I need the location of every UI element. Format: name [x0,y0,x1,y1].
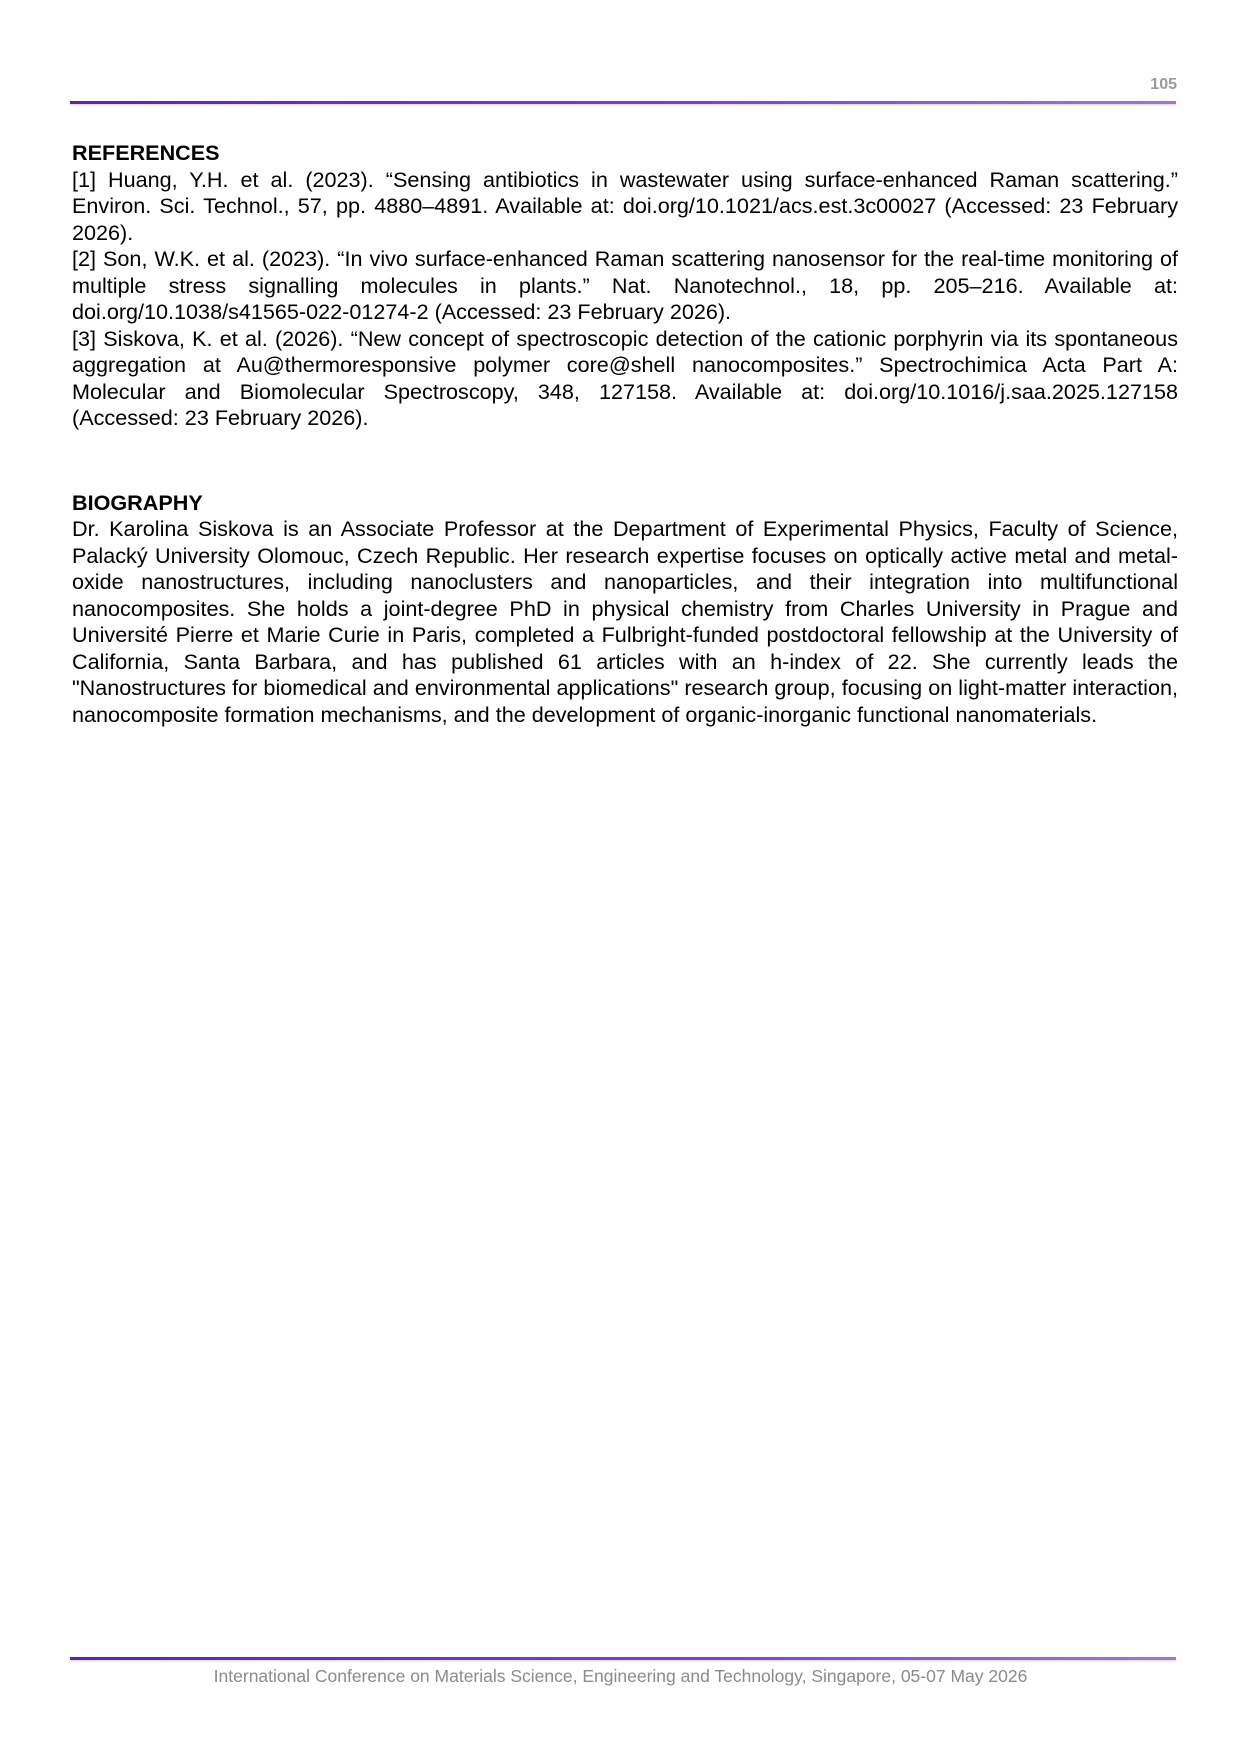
page-number: 105 [1150,76,1177,93]
header-divider [70,101,1176,104]
biography-section [72,490,1178,729]
main-content [72,140,1178,728]
footer-divider [70,1657,1176,1660]
references-heading: REFERENCES [72,140,220,165]
reference-item-2: [2] Son, W.K. et al. (2023). “In vivo surface-enhanced Raman scattering nanosensor for the real-time monitoring of multiple stress signalling molecules in plants.” Nat. Nanotechnol., 18, pp. 205–216. Available at: doi.org/10.1038/s41565-022-01274-2 (Accessed: 23 February 2026). [72,246,1178,324]
biography-text: Dr. Karolina Siskova is an Associate Professor at the Department of Experimental Physics, Faculty of Science, Palacký University Olomouc, Czech Republic. Her research expertise focuses on optically active metal and metal-oxide nanostructures, including nanoclusters and nanoparticles, and their integration into multifunctional nanocomposites. She holds a joint-degree PhD in physical chemistry from Charles University in Prague and Université Pierre et Marie Curie in Paris, completed a Fulbright-funded postdoctoral fellowship at the University of California, Santa Barbara, and has published 61 articles with an h-index of 22. She currently leads the "Nanostructures for biomedical and environmental applications" research group, focusing on light-matter interaction, nanocomposite formation mechanisms, and the development of organic-inorganic functional nanomaterials. [72,516,1178,727]
biography-heading: BIOGRAPHY [72,489,203,515]
reference-item-1: [1] Huang, Y.H. et al. (2023). “Sensing antibiotics in wastewater using surface-enhanced Raman scattering.” Environ. Sci. Technol., 57, pp. 4880–4891. Available at: doi.org/10.1021/acs.est.3c00027 (Accessed: 23 February 2026). [72,166,1178,245]
references-section [72,140,1178,432]
footer-text: International Conference on Materials Science, Engineering and Technology, Singapore, 05-07 May 2026 [213,1666,1028,1686]
reference-item-3: [3] Siskova, K. et al. (2026). “New concept of spectroscopic detection of the cationic porphyrin via its spontaneous aggregation at Au@thermoresponsive polymer core@shell nanocomposites.” Spectrochimica Acta Part A: Molecular and Biomolecular Spectroscopy, 348, 127158. Available at: doi.org/10.1016/j.saa.2025.127158 (Accessed: 23 February 2026). [72,325,1178,430]
